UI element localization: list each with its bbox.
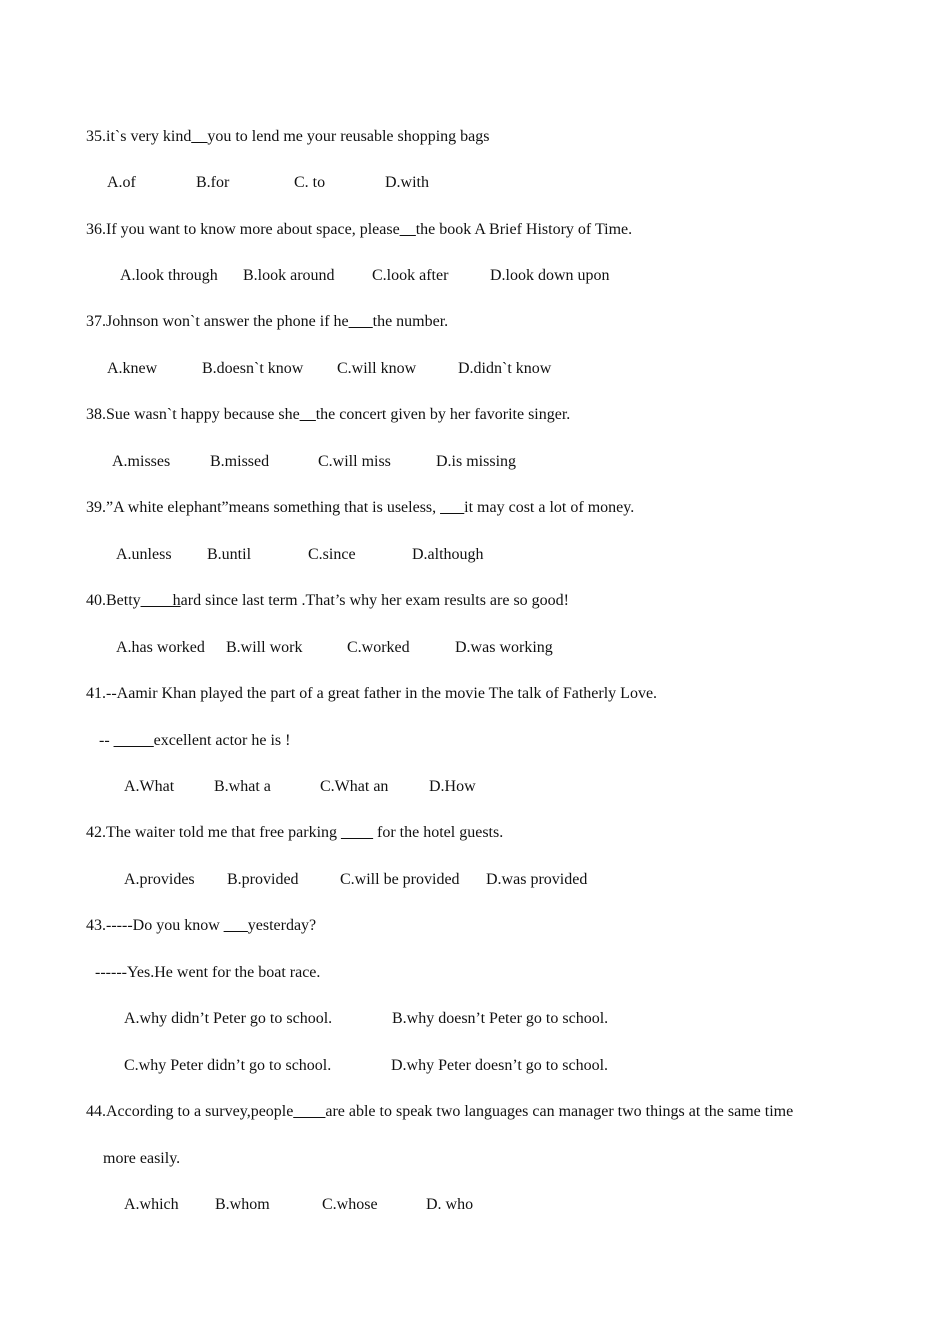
option-a: A.misses bbox=[112, 453, 171, 470]
stem-text: the concert given by her favorite singer. bbox=[315, 406, 571, 423]
question-43-stem bbox=[86, 916, 316, 936]
option-d: D.is missing bbox=[436, 453, 517, 470]
answer-blank: ____ bbox=[293, 1103, 326, 1120]
option-c: C.look after bbox=[372, 267, 449, 284]
question-39-stem bbox=[86, 498, 634, 518]
option-d: D.didn`t know bbox=[458, 360, 552, 377]
option-c: C.will miss bbox=[318, 453, 391, 470]
reply-text: -- bbox=[99, 732, 114, 749]
stem-text: 37.Johnson won`t answer the phone if he bbox=[86, 313, 349, 330]
question-38-stem bbox=[86, 405, 570, 425]
answer-blank: ___ bbox=[348, 313, 373, 330]
question-40-stem bbox=[86, 591, 569, 611]
option-a: A.provides bbox=[124, 871, 195, 888]
stem-text: yesterday? bbox=[247, 917, 317, 934]
option-b: B.missed bbox=[210, 453, 270, 470]
stem-text: 39.”A white elephant”means something that is useless, bbox=[86, 499, 441, 516]
question-43-reply: ------Yes.He went for the boat race. bbox=[95, 964, 321, 981]
option-a: A.knew bbox=[107, 360, 158, 377]
option-a: A.What bbox=[124, 778, 175, 795]
stem-text: the book A Brief History of Time. bbox=[415, 221, 633, 238]
option-b: B.for bbox=[196, 174, 230, 191]
option-d: D.why Peter doesn’t go to school. bbox=[391, 1057, 609, 1074]
option-b: B.until bbox=[207, 546, 252, 563]
reply-text: excellent actor he is ! bbox=[153, 732, 291, 749]
option-b: B.provided bbox=[227, 871, 299, 888]
option-b: B.why doesn’t Peter go to school. bbox=[392, 1010, 609, 1027]
option-a: A.unless bbox=[116, 546, 172, 563]
question-36-stem bbox=[86, 220, 632, 240]
answer-blank: _____ bbox=[113, 732, 154, 749]
option-d: D. who bbox=[426, 1196, 474, 1213]
question-44-stem bbox=[86, 1102, 793, 1122]
option-a: A.why didn’t Peter go to school. bbox=[124, 1010, 333, 1027]
option-c: C.why Peter didn’t go to school. bbox=[124, 1057, 332, 1074]
question-41-stem: 41.--Aamir Khan played the part of a great father in the movie The talk of Fatherly Love. bbox=[86, 685, 658, 702]
option-d: D.How bbox=[429, 778, 476, 795]
stem-text: ard since last term .That’s why her exam results are so good! bbox=[180, 592, 569, 609]
stem-text: 36.If you want to know more about space, please bbox=[86, 221, 400, 238]
answer-blank: __ bbox=[191, 128, 208, 145]
stem-text: 42.The waiter told me that free parking bbox=[86, 824, 342, 841]
answer-blank: __ bbox=[299, 406, 316, 423]
stem-text: the number. bbox=[372, 313, 449, 330]
option-d: D.was provided bbox=[486, 871, 588, 888]
option-c: C.worked bbox=[347, 639, 410, 656]
option-d: D.look down upon bbox=[490, 267, 610, 284]
option-c: C.whose bbox=[322, 1196, 378, 1213]
option-d: D.with bbox=[385, 174, 429, 191]
stem-text: 43.-----Do you know bbox=[86, 917, 224, 934]
stem-text: are able to speak two languages can manager two things at the same time bbox=[325, 1103, 794, 1120]
option-d: D.was working bbox=[455, 639, 553, 656]
option-d: D.although bbox=[412, 546, 484, 563]
option-a: A.has worked bbox=[116, 639, 205, 656]
option-c: C.since bbox=[308, 546, 356, 563]
answer-blank: ____ bbox=[341, 824, 374, 841]
stem-text: 44.According to a survey,people bbox=[86, 1103, 294, 1120]
option-a: A.of bbox=[107, 174, 136, 191]
answer-blank: __ bbox=[399, 221, 416, 238]
option-b: B.will work bbox=[226, 639, 303, 656]
stem-text: you to lend me your reusable shopping bags bbox=[207, 128, 490, 145]
answer-blank: ___ bbox=[223, 917, 248, 934]
option-b: B.doesn`t know bbox=[202, 360, 304, 377]
question-35-stem bbox=[86, 127, 490, 147]
stem-text: it may cost a lot of money. bbox=[464, 499, 635, 516]
option-b: B.what a bbox=[214, 778, 271, 795]
stem-text: 38.Sue wasn`t happy because she bbox=[86, 406, 300, 423]
answer-blank: ___ bbox=[440, 499, 465, 516]
option-c: C.What an bbox=[320, 778, 389, 795]
option-b: B.look around bbox=[243, 267, 335, 284]
option-c: C.will be provided bbox=[340, 871, 460, 888]
option-a: A.look through bbox=[120, 267, 218, 284]
question-37-stem bbox=[86, 312, 448, 332]
question-44-stem-continued: more easily. bbox=[103, 1150, 181, 1167]
answer-blank: ____h bbox=[140, 592, 181, 609]
question-42-stem bbox=[86, 823, 503, 843]
stem-text: 40.Betty bbox=[86, 592, 141, 609]
question-41-reply bbox=[99, 731, 290, 751]
option-a: A.which bbox=[124, 1196, 179, 1213]
stem-text: 35.it`s very kind bbox=[86, 128, 192, 145]
option-c: C. to bbox=[294, 174, 326, 191]
option-b: B.whom bbox=[215, 1196, 270, 1213]
stem-text: for the hotel guests. bbox=[373, 824, 504, 841]
option-c: C.will know bbox=[337, 360, 417, 377]
